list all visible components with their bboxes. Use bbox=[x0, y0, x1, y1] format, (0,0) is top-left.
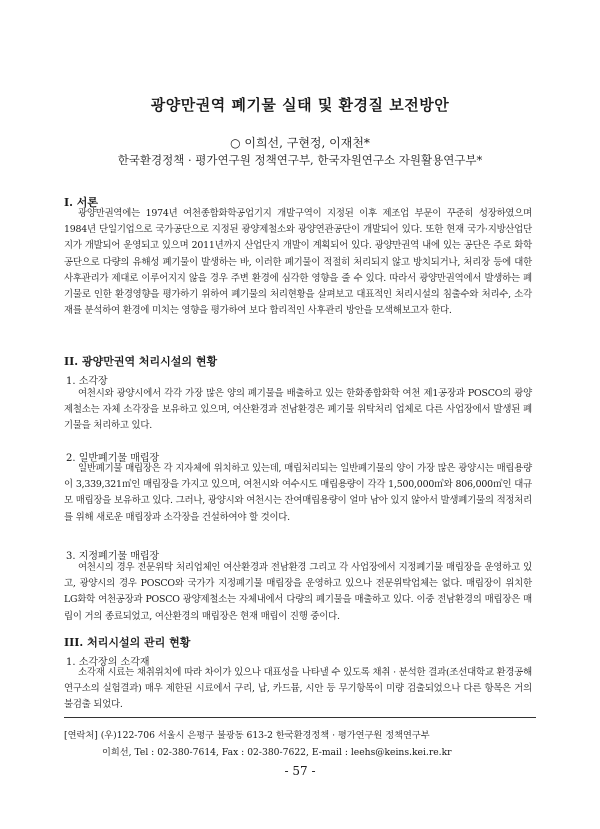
section-heading-management: III. 처리시설의 관리 현황 bbox=[64, 636, 191, 649]
subheading-designated-landfill: 3. 지정폐기물 매립장 bbox=[66, 551, 160, 562]
designated-landfill-paragraph: 여천시의 경우 전문위탁 처리업체인 여산환경과 전남환경 그리고 각 사업장에서 지정폐기물 매립장을 운영하고 있고, 광양시의 경우 POSCO와 국가가 지정폐기물 매립장을 운영하고 있으나 전문위탁업체는 없다. 매립장이 위치한 LG화학 여천공장과 POSCO 광양제철소는 자체내에서 다량의 폐기물을 매출하고 있다. 이중 전남환경의 매립장은 매립이 거의 종료되었고, 여산환경의 매립장은 현재 매립이 진행 중이다. bbox=[64, 562, 532, 622]
incinerator-paragraph: 여천시와 광양시에서 각각 가장 많은 양의 폐기물을 배출하고 있는 한화종합화학 여천 제1공장과 POSCO의 광양제철소는 자체 소각장을 보유하고 있으며, 여산환경과 전남환경은 폐기물 위탁처리 업체로 다른 사업장에서 발생된 폐기물을 처리하고 있다. bbox=[64, 388, 532, 432]
incineration-ash-paragraph: 소각재 시료는 채취위치에 따라 차이가 있으나 대표성을 나타낼 수 있도록 채취 · 분석한 결과(조선대학교 환경공해연구소의 실험결과) 매우 제한된 시료에서 구리, 납, 카드뮴, 시안 등 무기항목이 미량 검출되었으나 다른 항목은 거의 불검출 되었다. bbox=[64, 667, 532, 711]
general-landfill-paragraph: 일반폐기물 매립장은 각 지자체에 위치하고 있는데, 매립처리되는 일반폐기물의 양이 가장 많은 광양시는 매립용량이 3,339,321㎥인 매립장을 가지고 있으며, 여천시와 여수시도 매립용량이 각각 1,500,000㎥와 806,000㎥인 대규모 매립장을 보유하고 있다. 그러나, 광양시와 여천시는 잔여매립용량이 얼마 남아 있지 않아서 발생폐기물의 적정처리를 위해 새로운 매립장과 소각장을 건설하여야 할 것이다. bbox=[64, 463, 532, 523]
contact-details: 이희선, Tel : 02-380-7614, Fax : 02-380-7622, E-mail : leehs@keins.kei.re.kr bbox=[102, 747, 452, 758]
paper-title: 광양만권역 폐기물 실태 및 환경질 보전방안 bbox=[150, 96, 450, 114]
contact-footnote bbox=[64, 727, 534, 761]
affiliation: 한국환경정책 · 평가연구원 정책연구부, 한국자원연구소 자원활용연구부* bbox=[117, 153, 483, 167]
section-heading-facilities: II. 광양만권역 처리시설의 현황 bbox=[64, 355, 218, 368]
subheading-incinerator: 1. 소각장 bbox=[66, 376, 108, 387]
section-heading-introduction: I. 서론 bbox=[64, 196, 99, 209]
intro-paragraph: 광양만권역에는 1974년 여천종합화학공업기지 개발구역이 지정된 이후 제조업 부문이 꾸준히 성장하였으며 1984년 단일기업으로 국가공단으로 지정된 광양제철소와 광양연관공단이 개발되어 있다. 또한 현재 국가·지방산업단지가 개발되어 운영되고 있으며 2011년까지 산업단지 개발이 계획되어 있다. 광양만권역 내에 있는 공단은 주로 화학공단으로 다량의 유해성 폐기물이 발생하는 바, 이러한 폐기물이 적절히 처리되지 않고 방치되거나, 처리장 등에 대한 사후관리가 제대로 이루어지지 않을 경우 주변 환경에 심각한 영향을 줄 수 있다. 따라서 광양만권역에서 발생하는 폐기물로 인한 환경영향을 평가하기 위하여 폐기물의 처리현황을 살펴보고 대표적인 처리시설의 침출수와 처리수, 소각재를 분석하여 환경에 미치는 영향을 평가하여 보다 합리적인 사후관리 방안을 모색해보고자 한다. bbox=[64, 208, 532, 317]
subheading-incineration-ash: 1. 소각장의 소각재 bbox=[66, 657, 150, 668]
footnote-divider bbox=[64, 717, 536, 718]
page-number: - 57 - bbox=[284, 764, 316, 778]
contact-address: [연락처] (우)122-706 서울시 은평구 불광동 613-2 한국환경정책 · 평가연구원 정책연구부 bbox=[64, 730, 430, 741]
author-list: ○ 이희선, 구현정, 이재천* bbox=[230, 136, 370, 150]
subheading-general-landfill: 2. 일반폐기물 매립장 bbox=[66, 453, 160, 464]
